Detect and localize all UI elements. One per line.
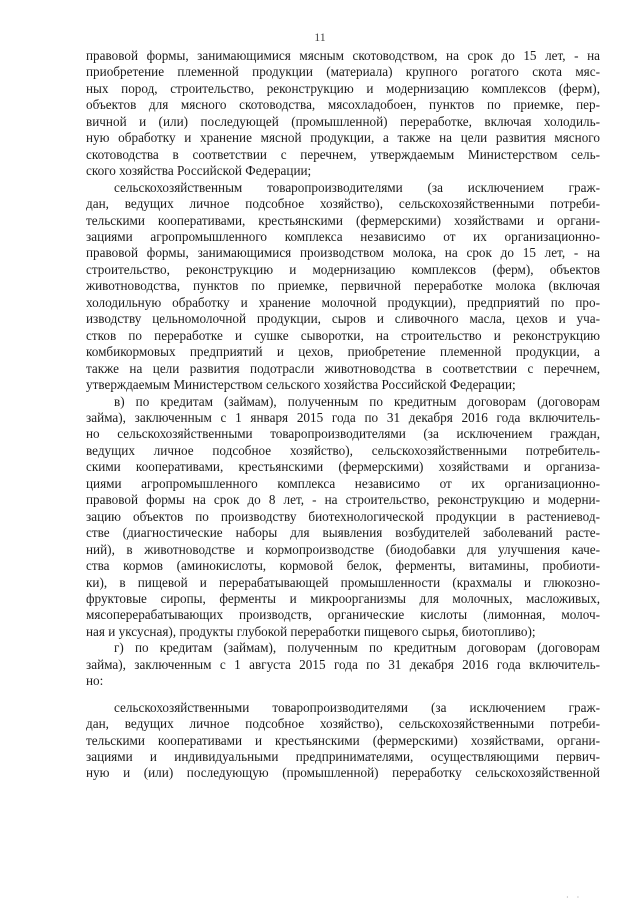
text-line: ную обработку и хранение мясной продукции, а также на цели развития мясного [86,130,600,146]
text-line: займа), заключенным с 1 января 2015 года по 31 декабря 2016 года включитель- [86,409,600,425]
text-line: правовой формы, занимающимися производством молока, на срок до 15 лет, - на [86,245,600,261]
text-line: объектов для мясного скотоводства, мясохладобоен, пунктов по приемке, пер- [86,97,600,113]
text-line: комбикормовых предприятий и цехов, приобретение племенной продукции, а [86,344,600,360]
text-line: ная и уксусная), продукты глубокой переработки пищевого сырья, биотопливо); [86,623,536,639]
text-line: стве (диагностические наборы для выявления возбудителей заболеваний расте- [86,525,600,541]
text-line: животноводства, пунктов по приемке, первичной переработке молока (включая [86,278,600,294]
text-line: изводству цельномолочной продукции, сыров и сливочного масла, цехов и уча- [86,311,600,327]
text-line: также на цели развития подотрасли животноводства в соответствии с перечнем, [86,360,600,376]
text-line: вичной и (или) последующей (промышленной) переработке, включая холодиль- [86,113,600,129]
text-line: зациями агропромышленного комплекса независимо от их организационно- [86,228,600,244]
text-line: холодильную обработку и хранение молочной продукции), предприятий по про- [86,294,600,310]
paragraph [86,394,600,641]
text-line: зацию объектов по производству биотехнологической продукции в растениевод- [86,508,600,524]
text-line: сельскохозяйственным товаропроизводителями (за исключением граж- [114,179,600,195]
text-line: фруктовые сиропы, ферменты и микроорганизмы для молочных, масложивых, [86,590,600,606]
text-line: зациями и индивидуальными предпринимателями, осуществляющими первич- [86,749,600,765]
text-line: тельскими кооперативами и крестьянскими (фермерскими) хозяйствами, органи- [86,732,600,748]
paragraph [86,48,600,180]
text-line: ний), в животноводстве и кормопроизводстве (биодобавки для улучшения каче- [86,541,600,557]
text-line: дан, ведущих личное подсобное хозяйство), сельскохозяйственными потреби- [86,196,600,212]
text-line: ную и (или) последующую (промышленной) переработку сельскохозяйственной [86,765,600,781]
text-line: мясоперерабатывающих производств, органические кислоты (лимонная, молоч- [86,607,600,623]
text-line: ства кормов (аминокислоты, кормовой белок, ферменты, витамины, пробиоти- [86,558,600,574]
page-number: 11 [314,30,326,44]
corner-mark: · · [566,893,583,902]
text-line: но сельскохозяйственными товаропроизводителями (за исключением граждан, [86,426,600,442]
text-line: сельскохозяйственными товаропроизводителями (за исключением граж- [114,699,600,715]
text-line: приобретение племенной продукции (материала) крупного рогатого скота мяс- [86,64,600,80]
text-line: ского хозяйства Российской Федерации; [86,163,312,179]
paragraph [86,180,600,394]
document-text [86,48,600,782]
text-line: ки), в пищевой и перерабатывающей промышленности (крахмалы и глюкозно- [86,574,600,590]
text-line: утверждаемым Министерством сельского хозяйства Российской Федерации; [86,377,516,393]
text-line: скотоводства в соответствии с перечнем, утверждаемым Министерством сель- [86,146,600,162]
text-line: стков по переработке и сушке сыворотки, на строительство и реконструкцию [86,327,600,343]
text-line: скими кооперативами, крестьянскими (фермерскими) хозяйствами и организа- [86,459,600,475]
text-line: ных пород, строительство, реконструкцию и модернизацию комплексов (ферм), [86,80,600,96]
text-line: дан, ведущих личное подсобное хозяйство), сельскохозяйственными потреби- [86,716,600,732]
text-line: займа), заключенным с 1 августа 2015 года по 31 декабря 2016 года включитель- [86,656,600,672]
paragraph [86,700,600,782]
text-line: но: [86,673,104,689]
text-line: в) по кредитам (займам), полученным по кредитным договорам (договорам [114,393,600,409]
text-line: г) по кредитам (займам), полученным по кредитным договорам (договорам [114,640,600,656]
text-line: строительство, реконструкцию и модернизацию комплексов (ферм), объектов [86,261,600,277]
text-line: тельскими кооперативами, крестьянскими (фермерскими) хозяйствами и органи- [86,212,600,228]
text-line: циями агропромышленного комплекса независимо от их организационно- [86,475,600,491]
text-line: ведущих личное подсобное хозяйство), сельскохозяйственными потребитель- [86,442,600,458]
text-line: правовой формы на срок до 8 лет, - на строительство, реконструкцию и модерни- [86,492,600,508]
text-line: правовой формы, занимающимися мясным скотоводством, на срок до 15 лет, - на [86,48,600,63]
paragraph [86,640,600,689]
